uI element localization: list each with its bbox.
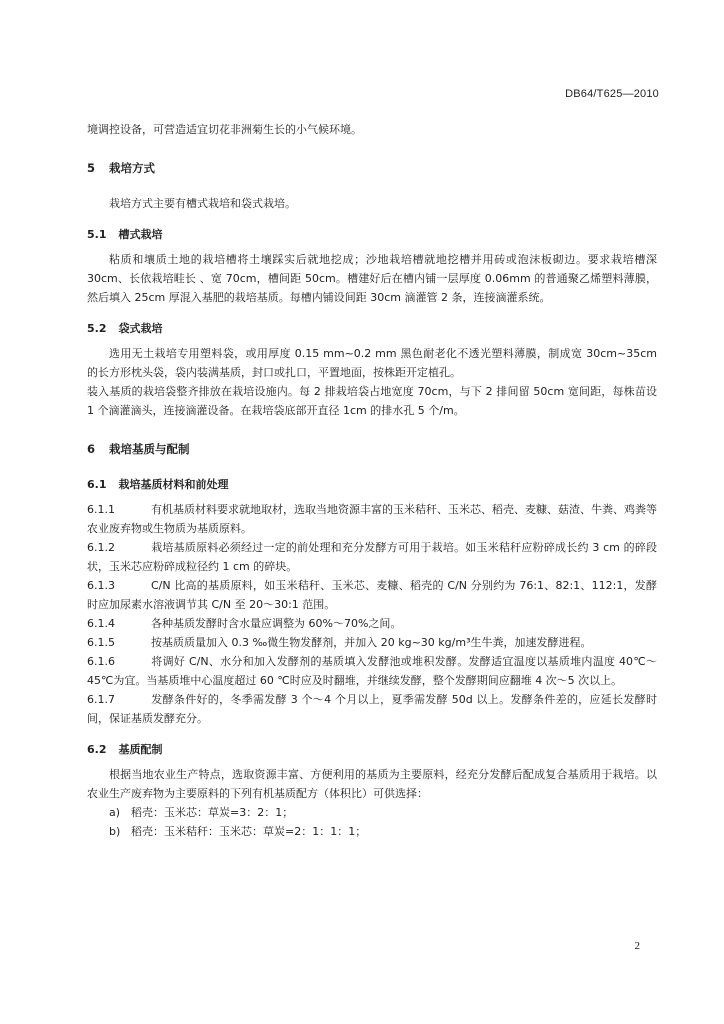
section-5-heading xyxy=(87,159,657,178)
section-title: 袋式栽培 xyxy=(118,322,163,335)
clause-number: 6.1.3 xyxy=(87,579,115,592)
section-number: 5.1 xyxy=(87,228,107,241)
formula-list-item xyxy=(87,822,657,841)
clause-item xyxy=(87,690,657,728)
section-title: 栽培方式 xyxy=(109,161,156,175)
clause-text: 将调好 C/N、水分和加入发酵剂的基质填入发酵池或堆积发酵。发酵适宜温度以基质堆内温度 40℃～45℃为宜。当基质堆中心温度超过 60 ℃时应及时翻堆，并继续发酵，整个发酵期间应翻堆 4 次～5 次以上。 xyxy=(87,655,657,687)
clause-text: 栽培基质原料必须经过一定的前处理和充分发酵方可用于栽培。如玉米秸秆应粉碎成长约 3 cm 的碎段状，玉米芯应粉碎成粒径约 1 cm 的碎块。 xyxy=(87,541,657,573)
section-number: 6.2 xyxy=(87,743,107,756)
section-title: 基质配制 xyxy=(118,743,163,756)
clause-number: 6.1.4 xyxy=(87,617,115,630)
section-6-heading xyxy=(87,440,657,459)
clause-text: 按基质质量加入 0.3 ‰微生物发酵剂，并加入 20 kg~30 kg/m³生牛粪，加速发酵进程。 xyxy=(151,636,592,649)
page-number: 2 xyxy=(634,940,640,952)
clause-item xyxy=(87,614,657,633)
section-6-2-text: 根据当地农业生产特点，选取资源丰富、方便利用的基质为主要原料，经充分发酵后配成复合基质用于栽培。以农业生产废弃物为主要原料的下列有机基质配方（体积比）可供选择： xyxy=(87,768,657,800)
clause-text: 发酵条件好的，冬季需发酵 3 个～4 个月以上，夏季需发酵 50d 以上。发酵条件差的，应延长发酵时间，保证基质发酵充分。 xyxy=(87,693,657,725)
list-text: 稻壳：玉米秸秆：玉米芯：草炭=2：1：1：1； xyxy=(131,825,367,838)
section-5-2-heading xyxy=(87,319,657,338)
section-title: 栽培基质与配制 xyxy=(109,442,190,456)
section-number: 5.2 xyxy=(87,322,107,335)
section-6-1-heading xyxy=(87,475,657,494)
clause-text: C/N 比高的基质原料，如玉米秸秆、玉米芯、麦糠、稻壳的 C/N 分别约为 76:1、82:1、112:1，发酵时应加尿素水溶液调节其 C/N 至 20～30:1 范围。 xyxy=(87,579,657,611)
section-5-intro: 栽培方式主要有槽式栽培和袋式栽培。 xyxy=(109,197,296,210)
section-number: 6 xyxy=(87,442,96,456)
section-number: 6.1 xyxy=(87,478,107,491)
intro-line: 境调控设备，可营造适宜切花非洲菊生长的小气候环境。 xyxy=(87,123,362,136)
document-body xyxy=(87,120,657,841)
list-marker: a) xyxy=(109,806,121,819)
section-title: 栽培基质材料和前处理 xyxy=(118,478,229,491)
formula-list-item xyxy=(87,803,657,822)
list-text: 稻壳：玉米芯：草炭=3：2：1； xyxy=(131,806,294,819)
section-5-2-text-2: 装入基质的栽培袋整齐排放在栽培设施内。每 2 排栽培袋占地宽度 70cm，与下 2 排间留 50cm 宽间距，每株苗设 1 个滴灌滴头，连接滴灌设备。在栽培袋底部开直径 1cm 的排水孔 5 个/m。 xyxy=(87,385,657,417)
section-5-1-heading xyxy=(87,225,657,244)
section-number: 5 xyxy=(87,161,96,175)
section-5-2-text-1: 选用无土栽培专用塑料袋，或用厚度 0.15 mm~0.2 mm 黑色耐老化不透光塑料薄膜，制成宽 30cm~35cm 的长方形枕头袋，袋内装满基质，封口或扎口，平置地面，按株距开定植孔。 xyxy=(87,347,657,379)
clause-item xyxy=(87,500,657,538)
section-title: 槽式栽培 xyxy=(118,228,163,241)
clause-item xyxy=(87,652,657,690)
clause-item xyxy=(87,633,657,652)
section-5-1-text: 粘质和壤质土地的栽培槽将土壤踩实后就地挖成；沙地栽培槽就地挖槽并用砖或泡沫板砌边。要求栽培槽深30cm、长依栽培畦长 、宽 70cm，槽间距 50cm。槽建好后在槽内铺一层厚度 0.06mm 的普通聚乙烯塑料薄膜，然后填入 25cm 厚混入基肥的栽培基质。每槽内铺设间距 30cm 滴灌管 2 条，连接滴灌系统。 xyxy=(87,253,657,304)
clause-number: 6.1.6 xyxy=(87,655,115,668)
clause-number: 6.1.2 xyxy=(87,541,115,554)
clause-item xyxy=(87,538,657,576)
clause-text: 各种基质发酵时含水量应调整为 60%～70%之间。 xyxy=(151,617,402,630)
section-6-2-heading xyxy=(87,740,657,759)
clause-number: 6.1.1 xyxy=(87,503,115,516)
clause-number: 6.1.5 xyxy=(87,636,115,649)
clause-text: 有机基质材料要求就地取材，选取当地资源丰富的玉米秸秆、玉米芯、稻壳、麦糠、菇渣、牛粪、鸡粪等农业废弃物或生物质为基质原料。 xyxy=(87,503,657,535)
clause-item xyxy=(87,576,657,614)
list-marker: b) xyxy=(109,825,121,838)
clause-number: 6.1.7 xyxy=(87,693,115,706)
standard-code: DB64/T625—2010 xyxy=(565,88,659,100)
